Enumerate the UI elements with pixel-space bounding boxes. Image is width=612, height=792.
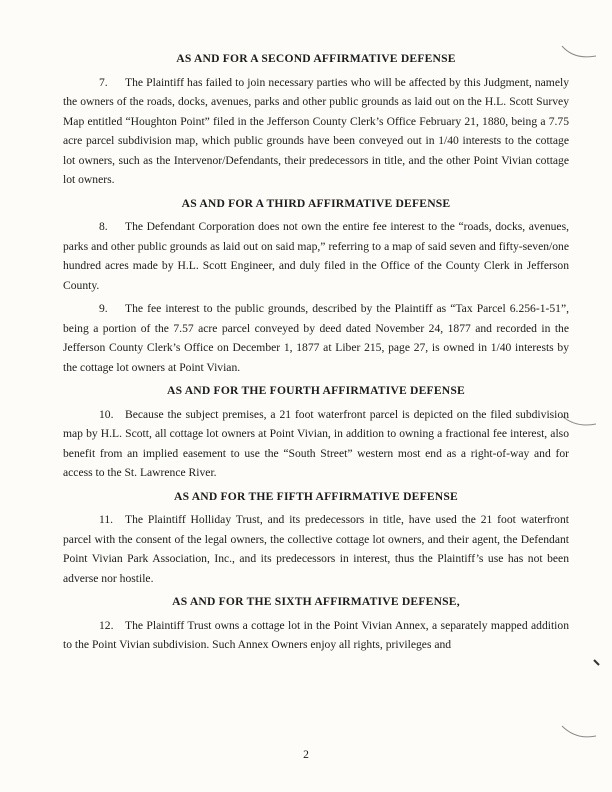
paragraph-9 — [63, 299, 569, 377]
paragraph-text: The Plaintiff Holliday Trust, and its predecessors in title, have used the 21 foot waterfront parcel with the consent of the legal owners, the collective cottage lot owners, and their agent, the Defendant Point Vivian Park Association, Inc., and its predecessors in interest, thus the Plaintiff’s use has not been adverse nor hostile. — [63, 513, 569, 585]
paragraph-number: 10. — [99, 407, 114, 421]
paragraph-8 — [63, 217, 569, 295]
section-heading: AS AND FOR A SECOND AFFIRMATIVE DEFENSE — [176, 52, 456, 65]
section-heading: AS AND FOR THE FIFTH AFFIRMATIVE DEFENSE — [174, 489, 458, 503]
section-fourth-defense — [63, 381, 569, 483]
section-fifth-defense — [63, 487, 569, 589]
section-heading: AS AND FOR THE FOURTH AFFIRMATIVE DEFENSE — [167, 384, 465, 397]
paragraph-number: 11. — [99, 513, 114, 526]
section-third-defense — [63, 194, 569, 378]
section-sixth-defense — [63, 592, 569, 655]
paragraph-7 — [63, 73, 569, 190]
paragraph-text: The Plaintiff Trust owns a cottage lot in the Point Vivian Annex, a separately mapped addition to the Point Vivian subdivision. Such Annex Owners enjoy all rights, privileges and — [63, 618, 569, 651]
section-heading: AS AND FOR THE SIXTH AFFIRMATIVE DEFENSE, — [172, 595, 460, 608]
scan-mark-lower-right — [590, 656, 604, 670]
paragraph-number: 7. — [99, 75, 108, 89]
section-heading: AS AND FOR A THIRD AFFIRMATIVE DEFENSE — [181, 196, 451, 210]
paragraph-text: The Defendant Corporation does not own the entire fee interest to the “roads, docks, avenues, parks and other public grounds as laid out on said map,” referring to a map of said seven and fifty-seven/one hundred acres made by H.L. Scott Engineer, and duly filed in the Office of the County Clerk in Jefferson County. — [63, 220, 569, 292]
paragraph-text: Because the subject premises, a 21 foot waterfront parcel is depicted on the filed subdivision map by H.L. Scott, all cottage lot owners at Point Vivian, in addition to owning a fractional fee interest, also benefit from an implied easement to use the “South Street” western most end as a right-of-way and for access to the St. Lawrence River. — [63, 407, 569, 479]
paragraph-number: 8. — [99, 220, 108, 233]
paragraph-10 — [63, 405, 569, 483]
scan-mark-bottom-right — [560, 722, 600, 744]
paragraph-text: The fee interest to the public grounds, described by the Plaintiff as “Tax Parcel 6.256-1-51”, being a portion of the 7.57 acre parcel conveyed by deed dated November 24, 1877 and recorded in the Jefferson County Clerk’s Office on December 1, 1877 at Liber 215, page 27, is owned in 1/40 interests by the cottage lot owners at Point Vivian. — [63, 302, 569, 374]
page-number: 2 — [303, 748, 309, 761]
paragraph-12 — [63, 616, 569, 655]
paragraph-11 — [63, 510, 569, 588]
section-second-defense — [63, 49, 569, 190]
paragraph-number: 12. — [99, 618, 114, 632]
document-body — [63, 49, 569, 659]
paragraph-text: The Plaintiff has failed to join necessary parties who will be affected by this Judgment, namely the owners of the roads, docks, avenues, parks and other public grounds as laid out on the H.L. Scott Survey Map entitled “Houghton Point” filed in the Jefferson County Clerk’s Office February 21, 1880, being a 7.75 acre parcel subdivision map, which public grounds have been conveyed out in 1/40 interests to the cottage lot owners, such as the Intervenor/Defendants, their predecessors in title, and the other Point Vivian cottage lot owners. — [63, 75, 569, 186]
paragraph-number: 9. — [99, 302, 108, 315]
